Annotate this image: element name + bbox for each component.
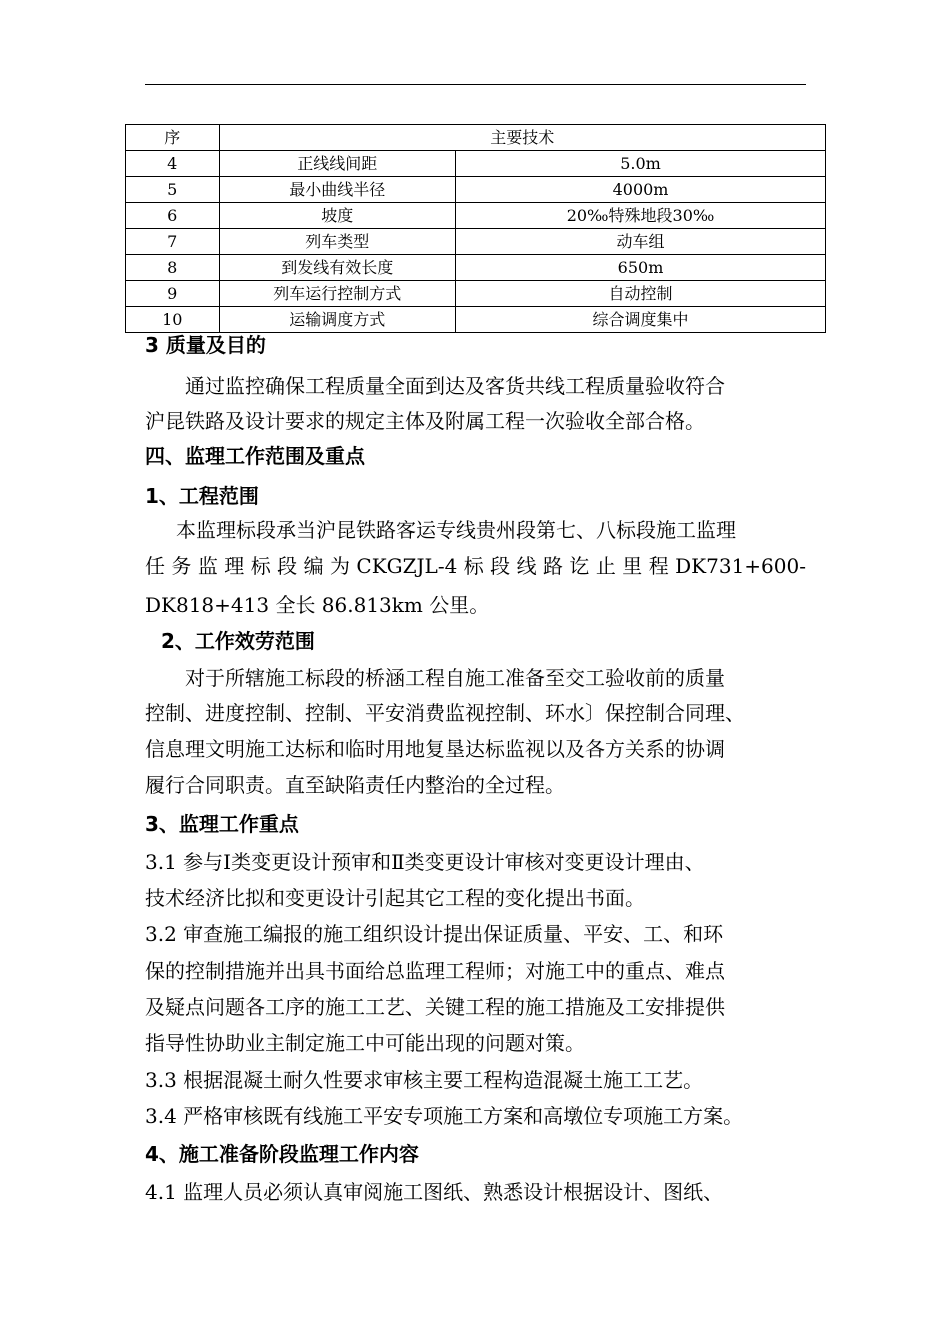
- service-scope-line: 履行合同职责。直至缺陷责任内整治的全过程。: [145, 773, 565, 797]
- row-num: 5: [126, 177, 220, 203]
- table-header-title: 主要技术: [219, 125, 825, 151]
- row-name: 坡度: [219, 203, 456, 229]
- table-row: [126, 177, 826, 203]
- focus-line: 指导性协助业主制定施工中可能出现的问题对策。: [145, 1031, 585, 1055]
- row-value: 650m: [456, 255, 826, 281]
- table-row: [126, 151, 826, 177]
- focus-line: 及疑点问题各工序的施工工艺、关键工程的施工措施及工安排提供: [145, 995, 725, 1019]
- row-name: 正线线间距: [219, 151, 456, 177]
- section3-line: 通过监控确保工程质量全面到达及客货共线工程质量验收符合: [185, 374, 725, 398]
- service-scope-line: 信息理文明施工达标和临时用地复垦达标监视以及各方关系的协调: [145, 737, 725, 761]
- row-name: 运输调度方式: [219, 307, 456, 333]
- focus-line: 3.3 根据混凝土耐久性要求审核主要工程构造混凝土施工工艺。: [145, 1068, 704, 1092]
- row-value: 自动控制: [456, 281, 826, 307]
- scope-line: 任 务 监 理 标 段 编 为 CKGZJL-4 标 段 线 路 讫 止 里 程 DK731+600-: [145, 554, 806, 578]
- service-scope-heading: 2、工作效劳范围: [161, 629, 315, 653]
- table-header-num: 序: [126, 125, 220, 151]
- scope-line: DK818+413 全长 86.813km 公里。: [145, 593, 490, 617]
- row-name: 最小曲线半径: [219, 177, 456, 203]
- section3-line: 沪昆铁路及设计要求的规定主体及附属工程一次验收全部合格。: [145, 409, 705, 433]
- header-rule: [145, 84, 806, 85]
- section3-heading: 3 质量及目的: [145, 333, 266, 357]
- service-scope-line: 控制、进度控制、控制、平安消费监视控制、环水〕保控制合同理、: [145, 701, 745, 725]
- row-value: 动车组: [456, 229, 826, 255]
- row-num: 6: [126, 203, 220, 229]
- section4-heading: 四、监理工作范围及重点: [145, 444, 365, 468]
- focus-line: 3.4 严格审核既有线施工平安专项施工方案和高墩位专项施工方案。: [145, 1104, 744, 1128]
- row-num: 9: [126, 281, 220, 307]
- row-num: 10: [126, 307, 220, 333]
- table-row: [126, 255, 826, 281]
- table-header-row: [126, 125, 826, 151]
- row-name: 列车运行控制方式: [219, 281, 456, 307]
- focus-line: 技术经济比拟和变更设计引起其它工程的变化提出书面。: [145, 886, 645, 910]
- prep-stage-heading: 4、施工准备阶段监理工作内容: [145, 1142, 419, 1166]
- scope-heading: 1、工程范围: [145, 484, 259, 508]
- service-scope-line: 对于所辖施工标段的桥涵工程自施工准备至交工验收前的质量: [185, 666, 725, 690]
- row-num: 7: [126, 229, 220, 255]
- row-num: 8: [126, 255, 220, 281]
- row-name: 列车类型: [219, 229, 456, 255]
- table-row: [126, 203, 826, 229]
- row-value: 综合调度集中: [456, 307, 826, 333]
- table-row: [126, 229, 826, 255]
- tech-spec-table: [125, 124, 826, 333]
- prep-stage-line: 4.1 监理人员必须认真审阅施工图纸、熟悉设计根据设计、图纸、: [145, 1180, 724, 1204]
- row-name: 到发线有效长度: [219, 255, 456, 281]
- row-value: 5.0m: [456, 151, 826, 177]
- row-value: 4000m: [456, 177, 826, 203]
- focus-line: 3.1 参与Ⅰ类变更设计预审和Ⅱ类变更设计审核对变更设计理由、: [145, 850, 705, 874]
- table-row: [126, 281, 826, 307]
- focus-heading: 3、监理工作重点: [145, 812, 299, 836]
- focus-line: 保的控制措施并出具书面给总监理工程师；对施工中的重点、难点: [145, 959, 725, 983]
- focus-line: 3.2 审查施工编报的施工组织设计提出保证质量、平安、工、和环: [145, 922, 724, 946]
- row-value: 20‰特殊地段30‰: [456, 203, 826, 229]
- row-num: 4: [126, 151, 220, 177]
- scope-line: 本监理标段承当沪昆铁路客运专线贵州段第七、八标段施工监理: [176, 518, 736, 542]
